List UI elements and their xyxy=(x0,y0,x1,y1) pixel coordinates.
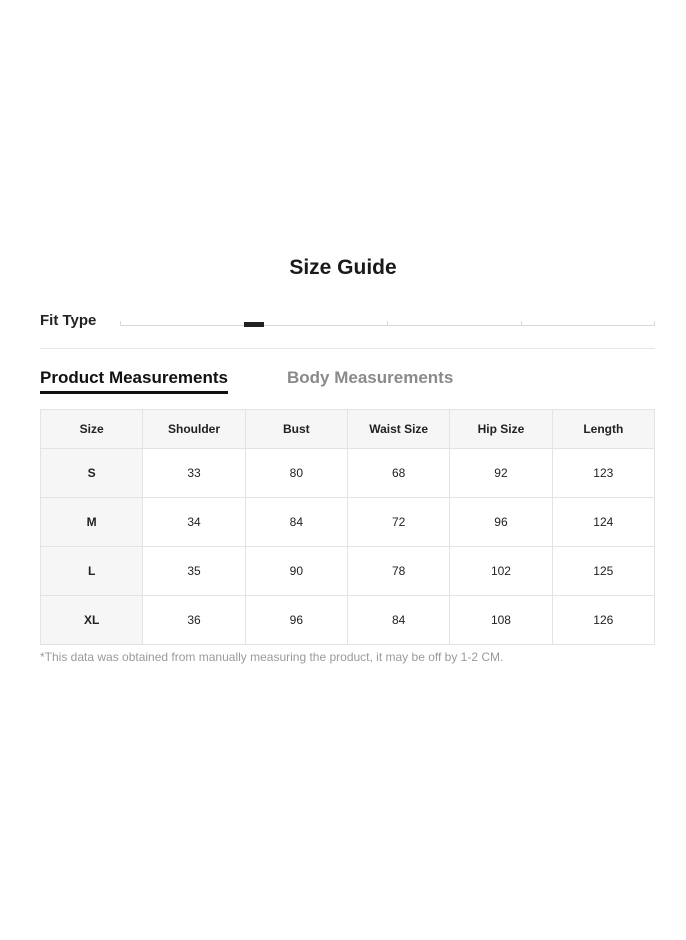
length-cell: 124 xyxy=(552,498,654,547)
bust-cell: 80 xyxy=(245,449,347,498)
column-header-waist-size: Waist Size xyxy=(347,410,449,449)
column-header-size: Size xyxy=(41,410,143,449)
table-row xyxy=(41,498,655,547)
column-header-shoulder: Shoulder xyxy=(143,410,245,449)
fit-type-marker xyxy=(244,322,264,327)
shoulder-cell: 36 xyxy=(143,596,245,645)
column-header-hip-size: Hip Size xyxy=(450,410,552,449)
column-header-bust: Bust xyxy=(245,410,347,449)
section-divider xyxy=(40,348,655,349)
length-cell: 123 xyxy=(552,449,654,498)
length-cell: 126 xyxy=(552,596,654,645)
waist-cell: 84 xyxy=(347,596,449,645)
table-header-row xyxy=(41,410,655,449)
size-cell: L xyxy=(41,547,143,596)
size-cell: M xyxy=(41,498,143,547)
size-cell: S xyxy=(41,449,143,498)
fit-type-tick xyxy=(521,321,522,326)
column-header-length: Length xyxy=(552,410,654,449)
table-row xyxy=(41,596,655,645)
tab-body-measurements[interactable]: Body Measurements xyxy=(287,368,454,387)
tab-product-measurements[interactable]: Product Measurements xyxy=(40,368,228,394)
page-title: Size Guide xyxy=(289,256,397,279)
fit-type-section xyxy=(0,310,686,350)
table-row xyxy=(41,449,655,498)
hip-cell: 108 xyxy=(450,596,552,645)
size-table xyxy=(40,409,655,645)
bust-cell: 90 xyxy=(245,547,347,596)
shoulder-cell: 34 xyxy=(143,498,245,547)
shoulder-cell: 33 xyxy=(143,449,245,498)
hip-cell: 92 xyxy=(450,449,552,498)
length-cell: 125 xyxy=(552,547,654,596)
fit-type-label: Fit Type xyxy=(40,312,97,329)
fit-type-tick xyxy=(387,321,388,326)
hip-cell: 96 xyxy=(450,498,552,547)
bust-cell: 96 xyxy=(245,596,347,645)
hip-cell: 102 xyxy=(450,547,552,596)
waist-cell: 68 xyxy=(347,449,449,498)
bust-cell: 84 xyxy=(245,498,347,547)
size-cell: XL xyxy=(41,596,143,645)
measurement-footnote: *This data was obtained from manually measuring the product, it may be off by 1-2 CM. xyxy=(40,650,504,664)
waist-cell: 78 xyxy=(347,547,449,596)
waist-cell: 72 xyxy=(347,498,449,547)
shoulder-cell: 35 xyxy=(143,547,245,596)
fit-type-tick xyxy=(120,321,121,326)
table-row xyxy=(41,547,655,596)
fit-type-tick xyxy=(654,321,655,326)
